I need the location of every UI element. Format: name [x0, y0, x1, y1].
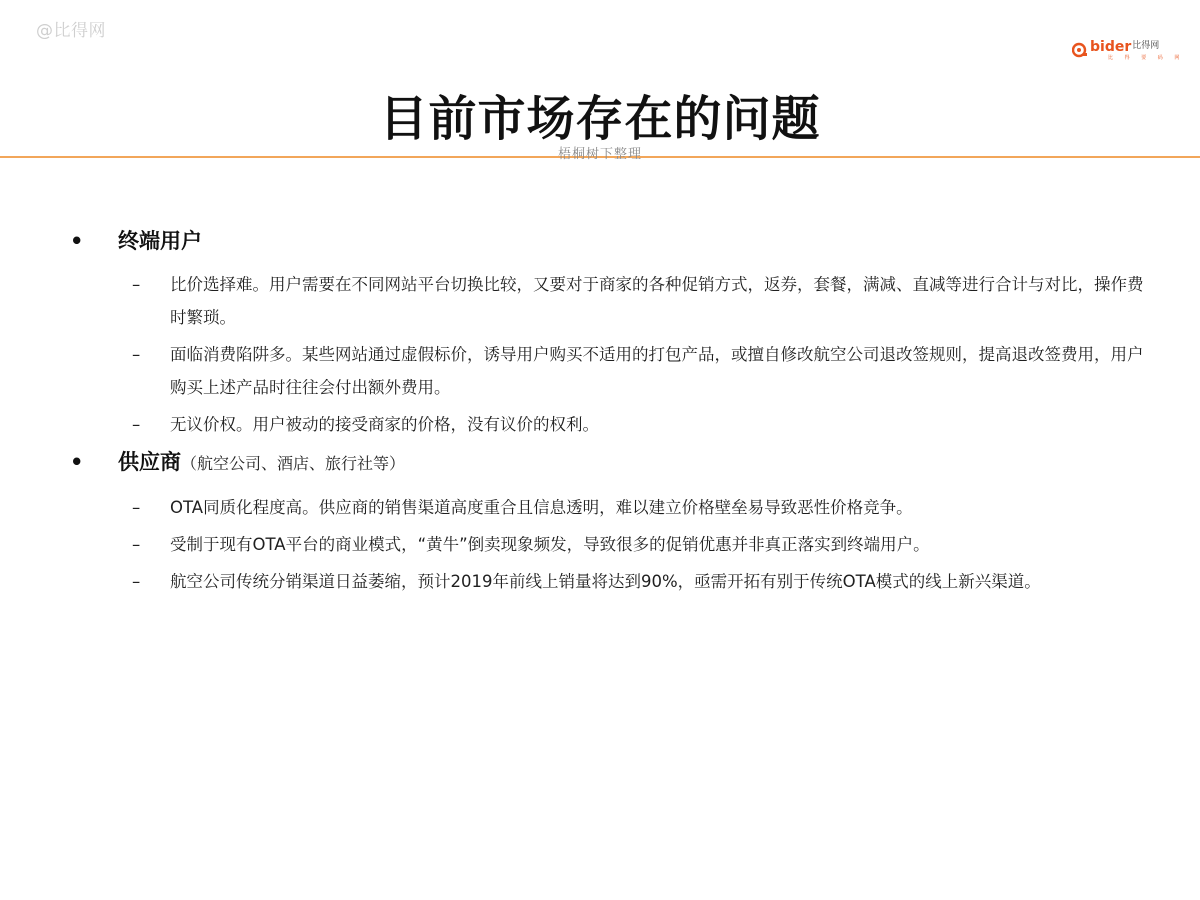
list-item — [70, 338, 1150, 404]
list-item-text: OTA同质化程度高。供应商的销售渠道高度重合且信息透明，难以建立价格壁垒易导致恶性价格竞争。 — [170, 498, 913, 517]
list-item — [70, 408, 1150, 441]
list-item-text: 比价选择难。用户需要在不同网站平台切换比较，又要对于商家的各种促销方式，返券，套餐，满减、直减等进行合计与对比，操作费时繁琐。 — [170, 275, 1144, 327]
section-heading-suppliers — [70, 447, 1150, 479]
list-item-text: 面临消费陷阱多。某些网站通过虚假标价，诱导用户购买不适用的打包产品，或擅自修改航空公司退改签规则，提高退改签费用，用户购买上述产品时往往会付出额外费用。 — [170, 345, 1144, 397]
list-item — [70, 491, 1150, 524]
list-item — [70, 565, 1150, 598]
list-item — [70, 528, 1150, 561]
dash: – — [132, 415, 141, 434]
logo-brand: bider$^{比得网}$ — [1090, 39, 1160, 55]
bullet: • — [70, 229, 84, 253]
dash: – — [132, 572, 141, 591]
watermark: @比得网 — [36, 21, 106, 41]
dash: – — [132, 535, 141, 554]
list-item-text: 无议价权。用户被动的接受商家的价格，没有议价的权利。 — [170, 415, 599, 434]
bider-logo-icon — [1072, 42, 1088, 58]
slide-subtitle: 梧桐树下整理 — [557, 147, 642, 162]
dash: – — [132, 275, 141, 294]
list-item-text: 受制于现有OTA平台的商业模式，“黄牛”倒卖现象频发，导致很多的促销优惠并非真正落实到终端用户。 — [170, 535, 930, 554]
list-item — [70, 268, 1150, 334]
section-heading-end-users — [70, 226, 1150, 256]
bullet: • — [70, 450, 84, 474]
list-item-text: 航空公司传统分销渠道日益萎缩，预计2019年前线上销量将达到90%，亟需开拓有别于传统OTA模式的线上新兴渠道。 — [170, 572, 1041, 591]
section-heading-text: 终端用户 — [118, 229, 202, 253]
bider-logo — [1072, 38, 1185, 64]
section-heading-note: （航空公司、酒店、旅行社等） — [181, 454, 406, 473]
dash: – — [132, 345, 141, 364]
dash: – — [132, 498, 141, 517]
section-heading-text: 供应商 — [118, 450, 181, 474]
logo-tagline: 比 得 要 码 网 — [1108, 55, 1185, 61]
slide-title: 目前市场存在的问题 — [379, 91, 821, 147]
slide-content — [70, 226, 1150, 602]
